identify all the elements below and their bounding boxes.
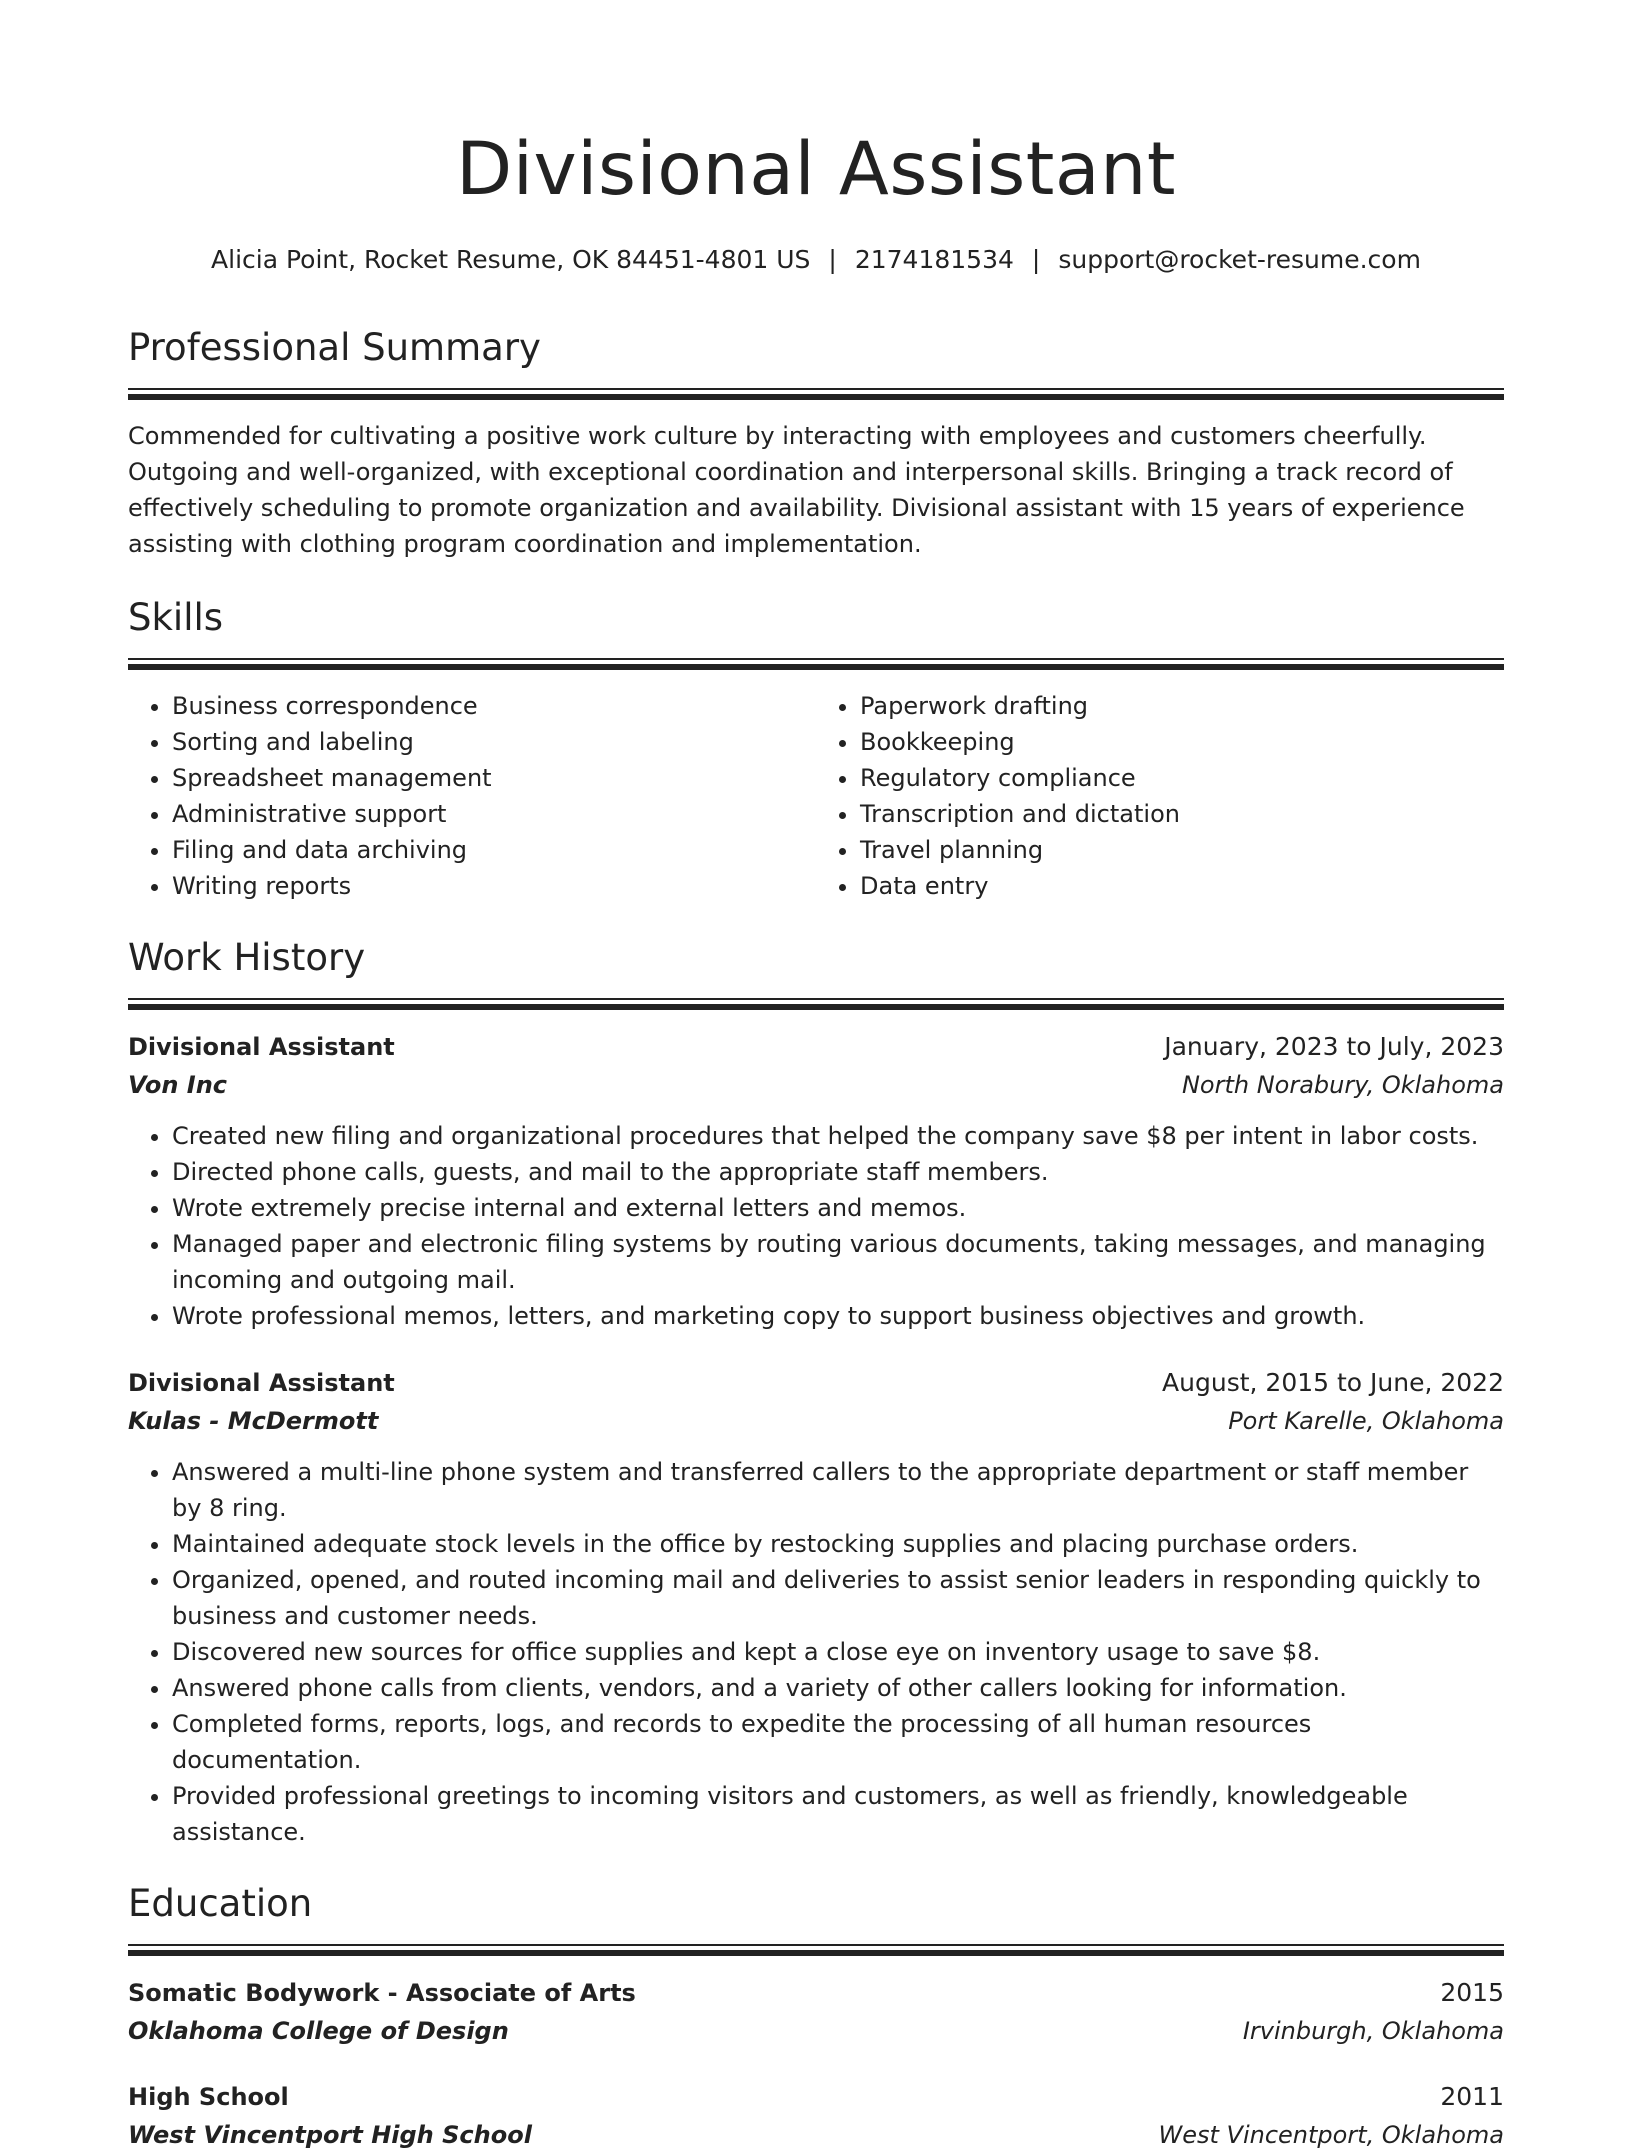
job-company: Von Inc (128, 1071, 227, 1099)
education-school: Oklahoma College of Design (128, 2017, 509, 2045)
skill-item: • Sorting and labeling (172, 724, 816, 760)
skill-item: • Data entry (860, 868, 1504, 904)
job-subheader (128, 1402, 1504, 1440)
skill-item: • Bookkeeping (860, 724, 1504, 760)
education-year: 2011 (1440, 2082, 1504, 2111)
education-entry (128, 1974, 1504, 2050)
work-history-section (128, 934, 1504, 1850)
skill-item: • Travel planning (860, 832, 1504, 868)
skills-columns (128, 688, 1504, 904)
skill-item: • Filing and data archiving (172, 832, 816, 868)
contact-line (128, 242, 1504, 278)
section-divider (128, 388, 1504, 400)
education-subheader (128, 2012, 1504, 2050)
skill-item: • Paperwork drafting (860, 688, 1504, 724)
job-bullet: • Maintained adequate stock levels in the office by restocking supplies and placing purchase orders. (172, 1526, 1504, 1562)
section-divider (128, 658, 1504, 670)
education-location: West Vincentport, Oklahoma (1158, 2121, 1504, 2149)
education-section (128, 1880, 1504, 2154)
education-header (128, 1974, 1504, 2012)
skills-section (128, 594, 1504, 904)
job-header (128, 1364, 1504, 1402)
skill-item: • Writing reports (172, 868, 816, 904)
summary-text: Commended for cultivating a positive work culture by interacting with employees and customers cheerfully. Outgoing and well-organized, with exceptional coordination and interpersonal skills. Bringing a track record of effectively scheduling to promote organization and availability. Divisional assistant with 15 years of experience assisting with clothing program coordination and implementation. (128, 422, 1465, 558)
job-bullet: • Answered a multi-line phone system and transferred callers to the appropriate department or staff member by 8 ring. (172, 1454, 1504, 1526)
job-bullet: • Completed forms, reports, logs, and records to expedite the processing of all human resources documentation. (172, 1706, 1504, 1778)
skill-item: • Regulatory compliance (860, 760, 1504, 796)
education-degree: Somatic Bodywork - Associate of Arts (128, 1979, 636, 2007)
job-location: Port Karelle, Oklahoma (1228, 1407, 1504, 1435)
skills-list-right (816, 688, 1504, 904)
job-subheader (128, 1066, 1504, 1104)
contact-address: Alicia Point, Rocket Resume, OK 84451-4801 US (211, 245, 811, 274)
job-header (128, 1028, 1504, 1066)
job-title: Divisional Assistant (128, 1369, 395, 1397)
job-title: Divisional Assistant (128, 1033, 395, 1061)
summary-heading: Professional Summary (128, 326, 541, 369)
skill-item: • Transcription and dictation (860, 796, 1504, 832)
education-year: 2015 (1440, 1978, 1504, 2007)
summary-section (128, 324, 1504, 562)
job-entry (128, 1028, 1504, 1334)
education-heading: Education (128, 1882, 313, 1925)
education-school: West Vincentport High School (128, 2121, 532, 2149)
contact-separator: | (1031, 245, 1041, 274)
job-bullet: • Created new filing and organizational procedures that helped the company save $8 per intent in labor costs. (172, 1118, 1504, 1154)
job-bullets (128, 1454, 1504, 1850)
job-entry (128, 1364, 1504, 1850)
education-entry (128, 2078, 1504, 2154)
section-divider (128, 998, 1504, 1010)
job-bullet: • Managed paper and electronic filing systems by routing various documents, taking messages, and managing incoming and outgoing mail. (172, 1226, 1504, 1298)
job-bullet: • Wrote extremely precise internal and external letters and memos. (172, 1190, 1504, 1226)
skill-item: • Business correspondence (172, 688, 816, 724)
work-history-heading: Work History (128, 936, 366, 979)
education-subheader (128, 2116, 1504, 2154)
section-divider (128, 1944, 1504, 1956)
job-bullet: • Answered phone calls from clients, vendors, and a variety of other callers looking for information. (172, 1670, 1504, 1706)
skills-heading: Skills (128, 596, 224, 639)
job-bullet: • Organized, opened, and routed incoming mail and deliveries to assist senior leaders in responding quickly to business and customer needs. (172, 1562, 1504, 1634)
skill-item: • Spreadsheet management (172, 760, 816, 796)
job-bullet: • Directed phone calls, guests, and mail to the appropriate staff members. (172, 1154, 1504, 1190)
job-bullets (128, 1118, 1504, 1334)
skills-list-left (128, 688, 816, 904)
skill-item: • Administrative support (172, 796, 816, 832)
job-bullet: • Provided professional greetings to incoming visitors and customers, as well as friendly, knowledgeable assistance. (172, 1778, 1504, 1850)
job-location: North Norabury, Oklahoma (1181, 1071, 1504, 1099)
contact-email: support@rocket-resume.com (1058, 245, 1421, 274)
job-dates: August, 2015 to June, 2022 (1162, 1368, 1504, 1397)
education-degree: High School (128, 2083, 289, 2111)
job-dates: January, 2023 to July, 2023 (1164, 1032, 1504, 1061)
education-location: Irvinburgh, Oklahoma (1242, 2017, 1504, 2045)
education-header (128, 2078, 1504, 2116)
contact-phone: 2174181534 (854, 245, 1014, 274)
contact-separator: | (828, 245, 837, 274)
job-company: Kulas - McDermott (128, 1407, 379, 1435)
job-bullet: • Discovered new sources for office supplies and kept a close eye on inventory usage to save $8. (172, 1634, 1504, 1670)
job-bullet: • Wrote professional memos, letters, and marketing copy to support business objectives and growth. (172, 1298, 1504, 1334)
resume-name: Divisional Assistant (455, 127, 1176, 212)
